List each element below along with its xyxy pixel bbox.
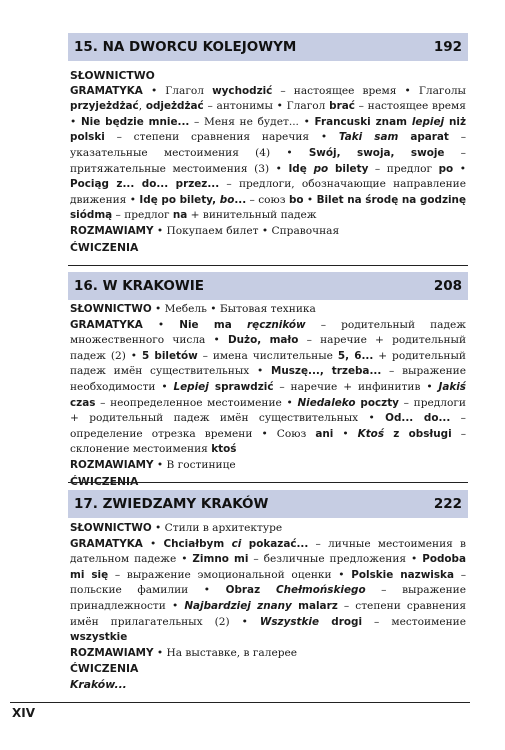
rozmawiamy-line: ROZMAWIAMY • На выставке, в галерее [70,646,298,659]
slownictwo-label: SŁOWNICTWO [70,69,155,82]
section-16 [68,272,468,489]
rozmawiamy-line: ROZMAWIAMY • Покупаем билет • Справочная [70,224,340,237]
cwiczenia-label: ĆWICZENIA [70,240,139,254]
section-header [68,33,468,61]
rozmawiamy-line: ROZMAWIAMY • В гостинице [70,458,236,471]
slownictwo-line: SŁOWNICTWO • Стили в архитектуре [70,522,283,534]
gramatyka-paragraph: GRAMATYKA • Глагол wychodzić – настоящее время • Глаголы przyjeżdżać, odjeżdżać – антонимы • Глагол brać – настоящее время • Nie będzie mnie... – Меня не будет... • Francuski znam lepiej niż polski – степени сравнения наречия • Taki sam aparat – указательные местоимения (4) • Swój, swoja, swoje – притяжательные местоимения (3) • Idę po bilety – предлог po • Pociąg z... do... przez... – предлоги, обозначающие направление движения • Idę po bilety, bo... – союз bo • Bilet na środę na godzinę siódmą – предлог na + винительный падеж [70,84,467,222]
section-page-number: 208 [433,278,462,294]
extra-line: Kraków... [70,677,127,691]
section-header [68,490,468,518]
section-15 [68,33,468,255]
section-body [68,518,468,693]
section-17 [68,490,468,693]
cwiczenia-label: ĆWICZENIA [70,662,139,676]
gramatyka-paragraph: GRAMATYKA • Chciałbym ci pokazać... – личные местоимения в дательном падеже • Zimno mi – безличные предложения • Podoba mi się – выражение эмоциональной оценки • Polskie nazwiska – польские фамилии • Obraz Chełmońskiego – выражение принадлежности • Najbardziej znany malarz – степени сравнения имён прилагательных (2) • Wszystkie drogi – местоимение wszystkie [70,537,467,644]
section-title: 15. NA DWORCU KOLEJOWYM [74,39,297,55]
section-title: 17. ZWIEDZAMY KRAKÓW [74,496,269,512]
section-body [68,61,468,255]
section-page-number: 222 [433,496,462,512]
footer-page-number: XIV [12,706,36,720]
section-body [68,300,468,489]
section-header [68,272,468,300]
footer-rule [10,702,470,703]
section-page-number: 192 [433,39,462,55]
slownictwo-line: SŁOWNICTWO • Мебель • Бытовая техника [70,303,316,315]
gramatyka-paragraph: GRAMATYKA • Nie ma ręczników – родительный падеж множественного числа • Dużo, mało – наречие + родительный падеж (2) • 5 biletów – имена числительные 5, 6... + родительный падеж имён существительных • Muszę..., trzeba... – выражение необходимости • Lepiej sprawdzić – наречие + инфинитив • Jakiś czas – неопределенное местоимение • Niedaleko poczty – предлоги + родительный падеж имён существительных • Od... do... – определение отрезка времени • Союз ani • Ktoś z obsługi – склонение местоимения ktoś [70,318,467,456]
section-divider [68,265,468,266]
section-divider [68,482,468,483]
section-title: 16. W KRAKOWIE [74,278,204,294]
cwiczenia-label: ĆWICZENIA [70,474,139,488]
